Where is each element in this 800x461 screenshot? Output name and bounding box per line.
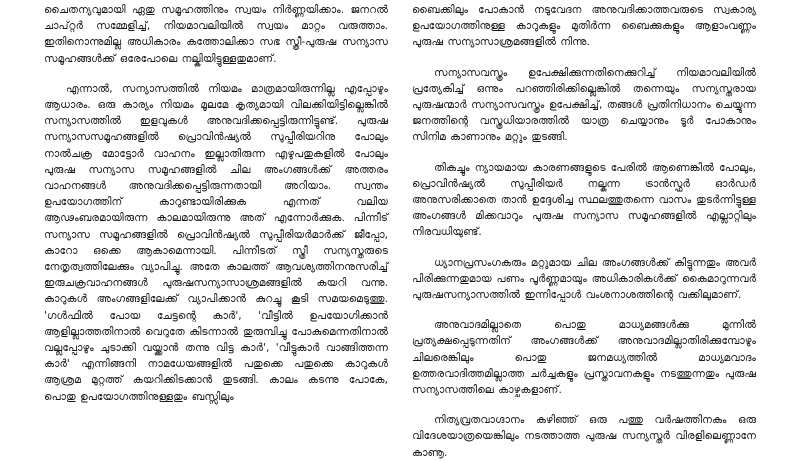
paragraph-gap <box>412 146 756 160</box>
right-column <box>412 2 756 459</box>
paragraph: ചൈതന്യവുമായി ഏതു സമൂഹത്തിനും സ്വയം നിർണ്ണയിക്കാം. ജനറൽ ചാപ്റ്റർ സമ്മേളിച്ച്, നിയമാവലിയിൽ സ്വയം മാറ്റം വരുത്താം. ഇതിനൊന്നുമില്ല അധികാരം കത്തോലിക്കാ സഭ സ്ത്രീ-പുരുഷ സന്യാസ സമൂഹങ്ങൾക്ക് ഒരേപോലെ നല്കിയിട്ടുള്ളതുമാണ്. <box>44 4 388 65</box>
paragraph-gap <box>44 67 388 81</box>
paragraph-gap <box>412 303 756 317</box>
paragraph: ധ്യാനപ്രസംഗകരും മറ്റുമായ ചില അംഗങ്ങൾക്ക് കിട്ടുന്നതും അവർ പിരിക്കുന്നതുമായ പണം പൂർണ്ണമായും അധികാരികൾക്ക് കൈമാറുന്നവർ പുരുഷസന്യാസത്തിൽ ഇന്നിപ്പോൾ വംശനാശത്തിന്റെ വക്കിലുമാണ്. <box>412 256 756 302</box>
paragraph: ബൈക്കിലും പോകാൻ നടുവേദന അനുവദിക്കാത്തവരുടെ സ്വകാര്യ ഉപയോഗത്തിനുള്ള കാറുകളും മുതിർന്ന ബൈക്കുകളും ആളാംവണ്ണം പുരുഷ സന്യാസാശ്രമങ്ങളിൽ നിന്നു. <box>412 4 756 49</box>
paragraph: അനുവാദമില്ലാതെ പൊതു മാധ്യമങ്ങൾക്കു മുന്നിൽ പ്രത്യക്ഷപ്പെടുന്നതിന് അംഗങ്ങൾക്ക് അനുവാദമില്ലാതിരിക്കുമ്പോഴും ചിലരെങ്കിലും പൊതു ജനമധ്യത്തിൽ മാധ്യമവാദം ഉത്തരവാദിത്തമില്ലാത്ത ചർച്ചകളും പ്രസ്താവനകളും നടത്തുന്നതും പുരുഷ സന്യാസത്തിലെ കാഴ്ചകളാണ്. <box>412 319 756 397</box>
paragraph: എന്നാൽ, സന്യാസത്തിൽ നിയമം മാത്രമായിരുന്നില്ല എപ്പോഴും ആധാരം. ഒരു കാര്യം നിയമം മൂലമേ കൃത്യമായി വിലക്കിയിട്ടില്ലെങ്കിൽ സന്യാസത്തിൽ ഇളവുകൾ അനുവദിക്കപ്പെട്ടിരുന്നിട്ടുണ്ട്. പുരുഷ സന്യാസസമൂഹങ്ങളിൽ പ്രൊവിൻഷ്യൽ സുപ്പീരിയറിനു പോലും നാൽചക്ര മോട്ടോർ വാഹനം ഇല്ലാതിരുന്ന എഴുപതുകളിൽ പോലും പുരുഷ സന്യാസ സമൂഹങ്ങളിൽ ചില അംഗങ്ങൾക്ക് അത്തരം വാഹനങ്ങൾ അനുവദിക്കപ്പെട്ടിരുന്നതായി അറിയാം. സ്വന്തം ഉപയോഗത്തിന് കാറുണ്ടായിരിക്കുക എന്നത് വലിയ ആഢംബരമായിരുന്ന കാലമായിരുന്നു അത് എന്നോർക്കുക. പിന്നീട് സന്യാസ സമൂഹങ്ങളിൽ പ്രൊവിൻഷ്യൽ സുപ്പീരിയർമാർക്ക് ജീപ്പോ, കാറോ ഒക്കെ ആകാമെന്നായി. പിന്നീടത് സ്ത്രീ സന്യസ്തരുടെ നേതൃത്വത്തിലേക്കും വ്യാപിച്ചു. അതേ കാലത്ത് ആവശ്യത്തിനനുസരിച്ച് ഇരുചക്രവാഹനങ്ങൾ പുരുഷസന്യാസാശ്രമങ്ങളിൽ കയറി വന്നു. കാറുകൾ അംഗങ്ങളിലേക്ക് വ്യാപിക്കാൻ കുറച്ചു കൂടി സമയമെടുത്തു. 'ഗൾഫിൽ പോയ ചേട്ടന്റെ കാർ', 'വീട്ടിൽ ഉപയോഗിക്കാൻ ആളില്ലാത്തതിനാൽ വെറുതേ കിടന്നാൽ തുരുമ്പിച്ചു പോകുമെന്നതിനാൽ വല്ലപ്പോഴും ചുടാക്കി വയ്ക്കാൻ തന്നു വിട്ട കാർ', 'വീട്ടുകാർ വാങ്ങിത്തന്ന കാർ' എന്നിങ്ങനി നാമധേയങ്ങളിൽ പതുക്കെ പതുക്കെ കാറുകൾ ആശ്രമ മുറ്റത്ത് കയറിക്കിടക്കാൻ തുടങ്ങി. കാലം കടന്നു പോകേ, പൊതു ഉപയോഗത്തിനുള്ളതും ബസ്സിലും <box>44 82 388 403</box>
paragraph: നിത്യവ്രതവാഗ്ദാനം കഴിഞ്ഞ് ഒരു പത്തു വർഷത്തിനകം ഒരു വിദേശയാത്രയെങ്കിലും നടത്താത്ത പുരുഷ സന്യസ്തർ വിരളിലെണ്ണാനേ കാണൂ. <box>412 414 756 459</box>
paragraph-gap <box>412 51 756 65</box>
left-column <box>44 2 388 420</box>
paragraph: തികച്ചും ന്യായമായ കാരണങ്ങളുടെ പേരിൽ ആണെങ്കിൽ പോലും, പ്രൊവിൻഷ്യൽ സുപ്പീരിയർ നല്കുന്ന ട്രാൻസ്ഫർ ഓർഡർ അനുസരിക്കാതെ താൻ ഉദ്ദേശിച്ച സ്ഥലത്തുതന്നെ വാസം തുടർന്നിട്ടുള്ള അംഗങ്ങൾ മിക്കവാറും പുരുഷ സന്യാസ സമൂഹങ്ങളിൽ എല്ലാറ്റിലും നിരവധിയുണ്ട്. <box>412 161 756 239</box>
paragraph-gap <box>412 398 756 412</box>
paragraph: സന്യാസവസ്ത്രം ഉപേക്ഷിക്കുന്നതിനെക്കുറിച്ച് നിയമാവലിയിൽ പ്രത്യേകിച്ച് ഒന്നും പറഞ്ഞിരിക്കില്ലെങ്കിൽ തന്നെയും സന്യസ്തരായ പുരുഷന്മാർ സന്യാസവസ്ത്രം ഉപേക്ഷിച്ച്, തങ്ങൾ പ്രതിനിധാനം ചെയ്യുന്ന ജനത്തിന്റെ വസ്ത്രധിയാരത്തിൽ യാത്ര ചെയ്യാനും ടൂർ പോകാനും സിനിമ കാണാനും മറ്റും തുടങ്ങി. <box>412 66 756 144</box>
paragraph-gap <box>412 241 756 255</box>
